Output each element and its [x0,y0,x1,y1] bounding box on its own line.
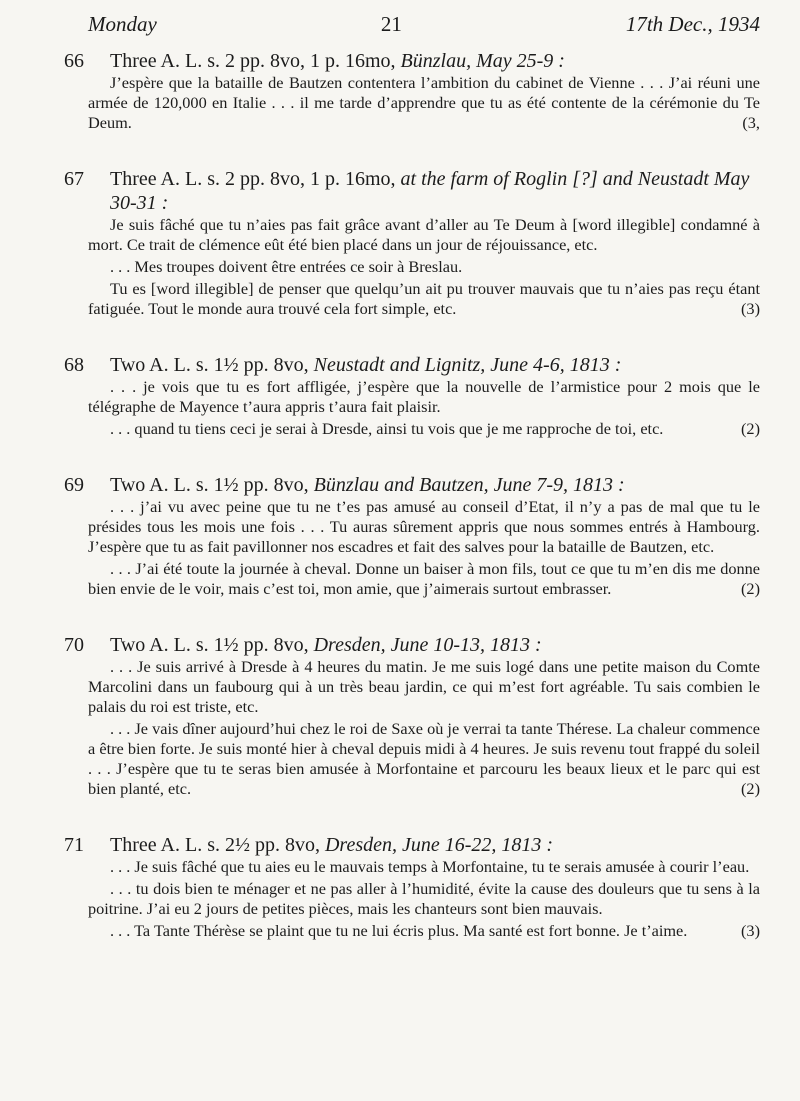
lot-heading [64,473,760,497]
lot-heading [64,633,760,657]
lot-number: 66 [64,50,84,72]
lot-place-date: at the farm of Roglin [?] and Neustadt May 30-31 : [110,168,750,214]
item-count: (3, [742,113,760,132]
running-head-date: 17th Dec., 1934 [625,12,760,36]
lot-place-date: Dresden, June 10-13, 1813 : [313,634,542,656]
lot-number: 68 [64,354,84,376]
lot-description: Three A. L. s. 2 pp. 8vo, 1 p. 16mo, [110,50,396,72]
lot-description: Three A. L. s. 2 pp. 8vo, 1 p. 16mo, [110,168,396,190]
item-count: (2) [741,779,760,798]
lot-place-date: Bünzlau and Bautzen, June 7-9, 1813 : [313,474,625,496]
lot-heading [64,167,760,215]
lot-heading [64,49,760,73]
item-count: (2) [741,579,760,598]
page-number: 21 [380,12,402,36]
lot-entry [64,833,760,941]
lot-entry [64,49,760,133]
lot-number: 67 [64,168,84,190]
lot-quote [88,719,760,799]
lot-quote: . . . je vois que tu es fort affligée, j’espère que la nouvelle de l’armistice pour 2 mois que le télégraphe de Mayence t’aura appris t’aura fait plaisir. [88,377,760,416]
lot-number: 70 [64,634,84,656]
lot-description: Two A. L. s. 1½ pp. 8vo, [110,634,309,656]
lot-quote [88,73,760,133]
lot-quote: . . . Je suis fâché que tu aies eu le mauvais temps à Morfontaine, tu te serais amusée à courir l’eau. [110,857,750,876]
lot-heading [64,833,760,857]
lot-entry [64,473,760,599]
lot-entry [64,353,760,439]
lot-quote-text: . . . quand tu tiens ceci je serai à Dresde, ainsi tu vois que je me rapproche de toi, etc. [110,419,664,438]
lot-place-date: Bünzlau, May 25-9 : [400,50,565,72]
lot-quote-text: . . . Ta Tante Thérèse se plaint que tu ne lui écris plus. Ma santé est fort bonne. Je t’aime. [110,921,688,940]
lot-quote-text: . . . Je vais dîner aujourd’hui chez le roi de Saxe où je verrai ta tante Thérese. La chaleur commence a être bien forte. Je suis monté hier à cheval depuis midi à 4 heures. Je suis revenu tout frappé du soleil . . . J’espère que tu te seras bien amusée à Morfontaine et parcouru les beaux lieux et le parc qui est bien planté, etc. [88,719,760,798]
item-count: (2) [741,419,760,438]
lot-quote [88,559,760,599]
lot-quote [88,279,760,319]
lot-description: Three A. L. s. 2½ pp. 8vo, [110,834,320,856]
lot-quote: Je suis fâché que tu n’aies pas fait grâce avant d’aller au Te Deum à [word illegible] condamné à mort. Ce trait de clémence eût été bien placé dans un jour de réjouissance, etc. [88,215,760,254]
lot-quote: . . . j’ai vu avec peine que tu ne t’es pas amusé au conseil d’Etat, il n’y a pas de mal que tu le présides tous les mois une fois . . . Tu auras sûrement appris que nous sommes entrés à Hambourg. J’espère que tu as fait pavillonner nos escadres et fait des salves pour la bataille de Bautzen, etc. [88,497,760,556]
lot-quote [88,419,760,439]
lot-description: Two A. L. s. 1½ pp. 8vo, [110,354,309,376]
item-count: (3) [741,921,760,940]
lot-quote: . . . tu dois bien te ménager et ne pas aller à l’humidité, évite la cause des douleurs que tu sens à la poitrine. J’ai eu 2 jours de petites pièces, mais les chanteurs sont bien mauvais. [88,879,760,918]
lot-number: 69 [64,474,84,496]
lot-number: 71 [64,834,84,856]
lot-entry [64,167,760,319]
lot-quote-text: . . . J’ai été toute la journée à cheval. Donne un baiser à mon fils, tout ce que tu m’en dis me donne bien envie de le voir, mais c’est toi, mon amie, que j’aimerais surtout embrasser. [88,559,760,598]
item-count: (3) [741,299,760,318]
lot-quote-text: Tu es [word illegible] de penser que quelqu’un ait pu trouver mauvais que tu n’aies pas reçu étant fatiguée. Tout le monde aura trouvé cela fort simple, etc. [88,279,760,318]
lot-place-date: Neustadt and Lignitz, June 4-6, 1813 : [313,354,622,376]
running-head [88,12,760,37]
lot-quote: . . . Je suis arrivé à Dresde à 4 heures du matin. Je me suis logé dans une petite maison du Comte Marcolini dans un faubourg qui à un très beau jardin, ce qui m’est fort agréable. Tu sais combien le palais du roi est triste, etc. [88,657,760,716]
lot-quote-text: J’espère que la bataille de Bautzen contentera l’ambition du cabinet de Vienne . . . J’ai réuni une armée de 120,000 en Italie . . . il me tarde d’apprendre que tu as été contente de la cérémonie du Te Deum. [88,73,760,132]
lot-entry [64,633,760,799]
lot-place-date: Dresden, June 16-22, 1813 : [324,834,554,856]
lot-quote [88,921,760,941]
running-head-day: Monday [88,12,157,36]
lot-list [64,49,760,941]
lot-quote: . . . Mes troupes doivent être entrées ce soir à Breslau. [110,257,463,276]
lot-description: Two A. L. s. 1½ pp. 8vo, [110,474,309,496]
lot-heading [64,353,760,377]
